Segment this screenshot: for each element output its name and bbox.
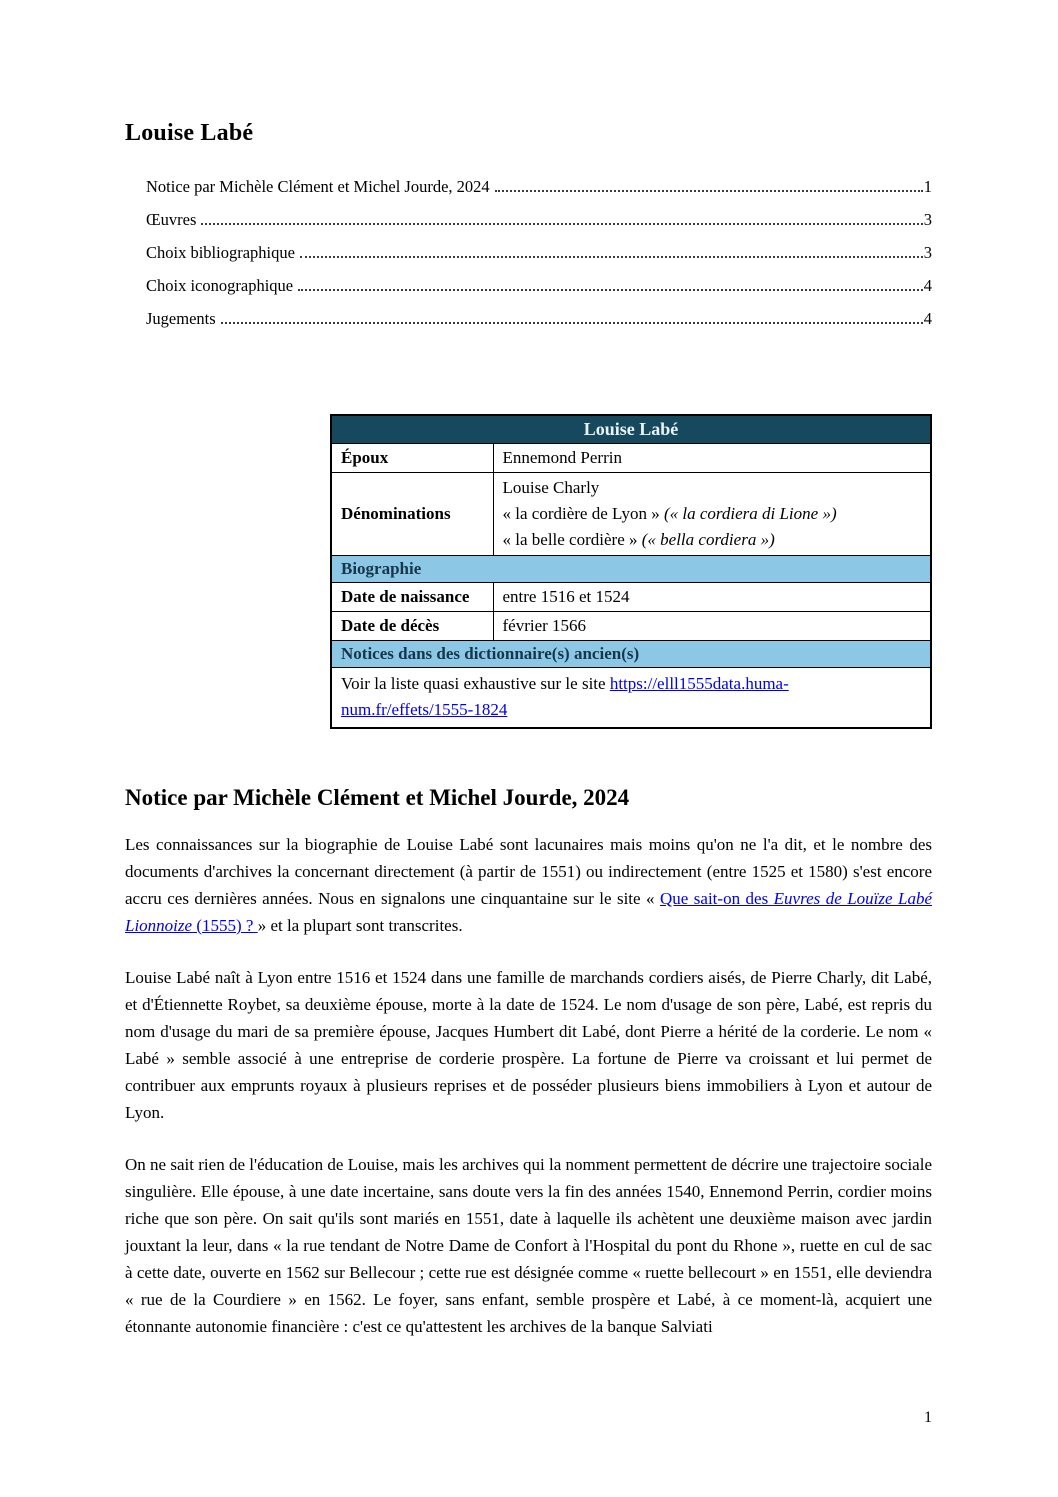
notices-text: Voir la liste quasi exhaustive sur le site [341, 674, 610, 693]
toc-leader-dots [495, 190, 923, 192]
toc-page-number: 3 [923, 243, 932, 262]
que-sait-on-link[interactable]: Que sait-on des Euvres de Louïze Labé Lionnoize (1555) ? [125, 889, 932, 935]
table-row [331, 415, 931, 444]
page-number: 1 [924, 1409, 932, 1426]
naissance-value: entre 1516 et 1524 [493, 583, 931, 612]
toc-leader-dots [221, 322, 923, 324]
epoux-value: Ennemond Perrin [493, 444, 931, 473]
toc-entry-label: Choix bibliographique [146, 243, 295, 262]
toc-entry-label: Choix iconographique [146, 276, 294, 295]
notices-section-band: Notices dans des dictionnaire(s) ancien(s) [331, 641, 931, 668]
table-row [331, 583, 931, 612]
toc-leader-dots [300, 256, 923, 258]
toc-entry-label: Notice par Michèle Clément et Michel Jourde, 2024 [146, 177, 490, 196]
notices-value [331, 668, 931, 729]
toc-leader-dots [201, 223, 922, 225]
table-row [331, 556, 931, 583]
biographie-section-band: Biographie [331, 556, 931, 583]
toc-entry-jugements[interactable] [146, 309, 932, 342]
epoux-label: Époux [331, 444, 493, 473]
denomination-line: Louise Charly [502, 478, 600, 497]
toc-entry-label: Œuvres [146, 210, 197, 229]
page-title: Louise Labé [125, 120, 254, 146]
denomination-line: « la belle cordière » (« bella cordiera ») [502, 530, 775, 549]
table-row [331, 612, 931, 641]
table-row [331, 641, 931, 668]
paragraph-1: Les connaissances sur la biographie de Louise Labé sont lacunaires mais moins qu'on ne l'a dit, et le nombre des documents d'archives la concernant directement (à partir de 1551) ou indirectement (entre 1525 et 1580) s'est encore accru ces dernières années. Nous en signalons une cinquantaine sur le site « Que sait-on des Euvres de Louïze Labé Lionnoize (1555) ? » et la plupart sont transcrites. [125, 835, 932, 935]
italian-denomination: (« bella cordiera ») [641, 530, 775, 549]
italian-denomination: (« la cordiera di Lione ») [663, 504, 837, 523]
toc-page-number: 1 [923, 177, 932, 196]
denominations-label: Dénominations [331, 473, 493, 556]
biography-info-table [330, 414, 932, 729]
page-content [125, 0, 932, 1340]
paragraph-2: Louise Labé naît à Lyon entre 1516 et 1524 dans une famille de marchands cordiers aisés, de Pierre Charly, dit Labé, et d'Étiennette Roybet, sa deuxième épouse, morte à la date de 1524. Le nom d'usage de son père, Labé, est repris du nom d'usage du mari de sa première épouse, Jacques Humbert dit Labé, dont Pierre a hérité de la corderie. Le nom « Labé » semble associé à une entreprise de corderie prospère. La fortune de Pierre va croissant et lui permet de contribuer aux emprunts royaux à plusieurs reprises et de posséder plusieurs biens immobiliers à Lyon et autour de Lyon. [125, 968, 932, 1122]
table-of-contents [125, 177, 932, 342]
toc-entry-label: Jugements [146, 309, 216, 328]
table-row [331, 444, 931, 473]
section-heading: Notice par Michèle Clément et Michel Jourde, 2024 [125, 785, 630, 810]
denomination-line: « la cordière de Lyon » (« la cordiera di Lione ») [502, 504, 837, 523]
notices-link[interactable]: https://elll1555data.huma-num.fr/effets/1555-1824 [341, 674, 789, 719]
deces-label: Date de décès [331, 612, 493, 641]
toc-page-number: 4 [923, 309, 932, 328]
table-row [331, 473, 931, 556]
paragraph-3: On ne sait rien de l'éducation de Louise, mais les archives qui la nomment permettent de décrire une trajectoire sociale singulière. Elle épouse, à une date incertaine, sans doute vers la fin des années 1540, Ennemond Perrin, cordier moins riche que son père. On sait qu'ils sont mariés en 1551, date à laquelle ils achètent une deuxième maison avec jardin jouxtant la leur, dans « la rue tendant de Notre Dame de Confort à l'Hospital du pont du Rhone », ruette en cul de sac à cette date, ouverte en 1562 sur Bellecour ; cette rue est désignée comme « ruette bellecourt » en 1551, elle deviendra « rue de la Courdiere » en 1562. Le foyer, sans enfant, semble prospère et Labé, à ce moment-là, acquiert une étonnante autonomie financière : c'est ce qu'attestent les archives de la banque Salviati [125, 1155, 932, 1336]
toc-entry-choix-bibliographique[interactable] [146, 243, 932, 276]
table-row [331, 668, 931, 729]
info-table-title: Louise Labé [331, 415, 931, 444]
toc-entry-oeuvres[interactable] [146, 210, 932, 243]
toc-page-number: 4 [923, 276, 932, 295]
naissance-label: Date de naissance [331, 583, 493, 612]
denominations-value [493, 473, 931, 556]
toc-entry-choix-iconographique[interactable] [146, 276, 932, 309]
toc-entry-notice[interactable] [146, 177, 932, 210]
toc-leader-dots [298, 289, 923, 291]
toc-page-number: 3 [923, 210, 932, 229]
deces-value: février 1566 [493, 612, 931, 641]
